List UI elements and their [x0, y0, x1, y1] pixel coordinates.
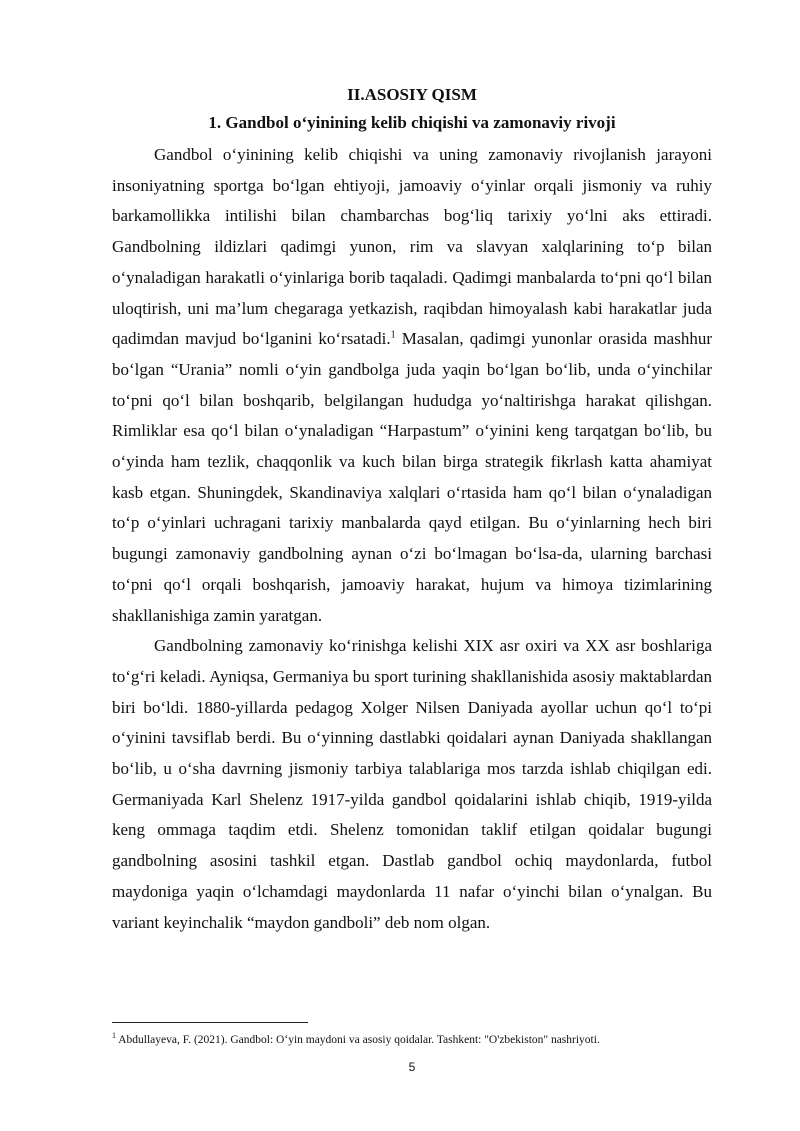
paragraph-2: Gandbolning zamonaviy ko‘rinishga kelishi XIX asr oxiri va XX asr boshlariga to‘g‘ri keladi. Ayniqsa, Germaniya bu sport turining shakllanishida asosiy maktablardan biri bo‘ldi. 1880-yillarda pedagog Xolger Nilsen Daniyada ayollar uchun qo‘l to‘pi o‘yinini tavsiflab berdi. Bu o‘yinning dastlabki qoidalari aynan Daniyada shakllangan bo‘lib, u o‘sha davrning jismoniy tarbiya talablariga mos tarzda ishlab chiqilgan edi. Germaniyada Karl Shelenz 1917-yilda gandbol qoidalarini ishlab chiqib, 1919-yilda keng ommaga taqdim etdi. Shelenz tomonidan taklif etilgan qoidalar bugungi gandbolning asosini tashkil etgan. Dastlab gandbol ochiq maydonlarda, futbol maydoniga yaqin o‘lchamdagi maydonlarda 11 nafar o‘yinchi bilan o‘ynalgan. Bu variant keyinchalik “maydon gandboli” deb nom olgan. [112, 636, 712, 932]
footnote-separator [112, 1022, 308, 1023]
body-text [112, 140, 712, 938]
footnote-text: Abdullayeva, F. (2021). Gandbol: O‘yin maydoni va asosiy qoidalar. Tashkent: "O'zbekiston" nashriyoti. [116, 1034, 600, 1046]
footnote [112, 1033, 712, 1047]
paragraph-1 [112, 140, 712, 631]
footnote-mark: 1 [112, 1031, 116, 1041]
footnote-reference[interactable]: 1 [390, 329, 396, 341]
page-number: 5 [408, 1060, 416, 1074]
part-heading: II.ASOSIY QISM [347, 85, 477, 104]
chapter-heading: 1. Gandbol o‘yinining kelib chiqishi va zamonaviy rivoji [208, 113, 616, 132]
paragraph-1-text-a: Gandbol o‘yinining kelib chiqishi va uning zamonaviy rivojlanish jarayoni insoniyatning sportga bo‘lgan ehtiyoji, jamoaviy o‘yinlar orqali jismoniy va ruhiy barkamollikka intilishi bilan chambarchas bog‘liq tarixiy yo‘lni aks ettiradi. Gandbolning ildizlari qadimgi yunon, rim va slavyan xalqlarining to‘p bilan o‘ynaladigan harakatli o‘yinlariga borib taqaladi. Qadimgi manbalarda to‘pni qo‘l bilan uloqtirish, uni ma’lum chegaraga yetkazish, raqibdan himoyalash kabi harakatlar juda qadimdan mavjud bo‘lganini ko‘rsatadi. [112, 145, 712, 349]
paragraph-1-text-b: Masalan, qadimgi yunonlar orasida mashhur bo‘lgan “Urania” nomli o‘yin gandbolga juda yaqin bo‘lgan bo‘lib, unda o‘yinchilar to‘pni qo‘l bilan boshqarib, belgilangan hududga yo‘naltirishga harakat qilishgan. Rimliklar esa qo‘l bilan o‘ynaladigan “Harpastum” o‘yinini keng tarqatgan bo‘lib, bu o‘yinda ham tezlik, chaqqonlik va kuch bilan birga strategik fikrlash katta ahamiyat kasb etgan. Shuningdek, Skandinaviya xalqlari o‘rtasida ham qo‘l bilan o‘ynaladigan to‘p o‘yinlari uchragani tarixiy manbalarda qayd etilgan. Bu o‘yinlarning hech biri bugungi zamonaviy gandbolning aynan o‘zi bo‘lmagan bo‘lsa-da, ularning barchasi to‘pni qo‘l orqali boshqarish, jamoaviy harakat, hujum va himoya tizimlarining shakllanishiga zamin yaratgan. [112, 329, 712, 625]
